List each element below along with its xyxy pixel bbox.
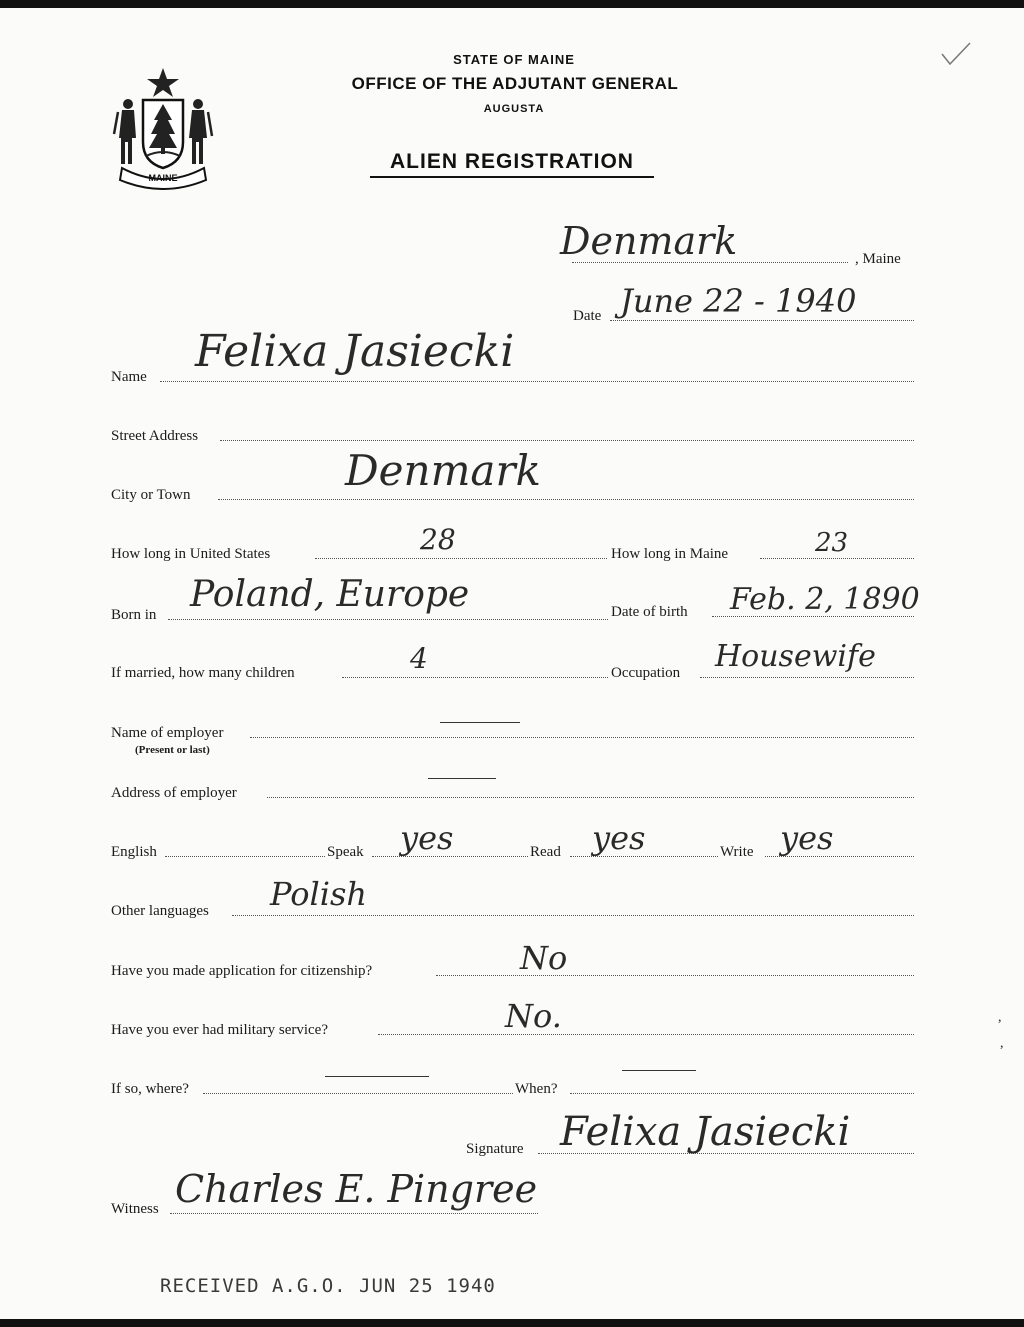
dob-label: Date of birth <box>611 604 688 620</box>
citizenship-entry: No <box>520 939 568 977</box>
military-line <box>378 1034 914 1035</box>
street-label: Street Address <box>111 428 199 444</box>
signature-label: Signature <box>466 1141 524 1157</box>
born-line <box>168 619 608 620</box>
city-heading: AUGUSTA <box>483 103 545 115</box>
form-title: ALIEN REGISTRATION <box>370 150 654 178</box>
born-label: Born in <box>111 607 157 623</box>
children-label: If married, how many children <box>111 665 295 681</box>
other-languages-label: Other languages <box>111 903 209 919</box>
speak-label: Speak <box>327 844 364 860</box>
name-label: Name <box>111 369 147 385</box>
checkmark-icon <box>938 40 974 70</box>
signature-entry: Felixa Jasiecki <box>560 1109 851 1155</box>
city-entry: Denmark <box>345 446 541 495</box>
years-maine-line <box>760 558 914 559</box>
born-entry: Poland, Europe <box>190 574 470 615</box>
bottom-scan-border <box>0 1319 1024 1327</box>
town-entry: Denmark <box>560 219 738 263</box>
when-label: When? <box>515 1081 558 1097</box>
edge-mark-2: , <box>1000 1036 1004 1051</box>
military-label: Have you ever had military service? <box>111 1022 328 1038</box>
years-us-line <box>315 558 607 559</box>
street-line <box>220 440 914 441</box>
where-dash <box>325 1076 429 1077</box>
years-maine-entry: 23 <box>815 528 849 558</box>
write-entry: yes <box>780 819 834 857</box>
state-heading: STATE OF MAINE <box>453 52 575 67</box>
children-line <box>342 677 608 678</box>
employer-sub-label: (Present or last) <box>135 744 210 756</box>
military-entry: No. <box>505 997 562 1035</box>
received-stamp: RECEIVED A.G.O. JUN 25 1940 <box>160 1275 496 1297</box>
read-label: Read <box>530 844 561 860</box>
children-entry: 4 <box>410 642 428 675</box>
years-maine-label: How long in Maine <box>611 546 729 562</box>
english-label: English <box>111 844 157 860</box>
top-scan-border <box>0 0 1024 8</box>
date-line <box>610 320 914 321</box>
witness-label: Witness <box>111 1201 159 1217</box>
other-languages-line <box>232 915 914 916</box>
occupation-line <box>700 677 914 678</box>
employer-dash <box>440 722 520 723</box>
name-line <box>160 381 914 382</box>
employer-address-label: Address of employer <box>111 785 237 801</box>
date-entry: June 22 - 1940 <box>620 282 857 320</box>
office-heading: OFFICE OF THE ADJUTANT GENERAL <box>351 74 679 93</box>
years-us-label: How long in United States <box>111 546 271 562</box>
name-entry: Felixa Jasiecki <box>195 326 515 377</box>
edge-mark-1: , <box>998 1010 1002 1025</box>
witness-line <box>170 1213 538 1214</box>
dob-entry: Feb. 2, 1890 <box>730 582 920 617</box>
citizenship-line <box>436 975 914 976</box>
read-entry: yes <box>592 819 646 857</box>
city-line <box>218 499 914 500</box>
maine-seal-icon <box>108 64 218 190</box>
where-line <box>203 1093 513 1094</box>
speak-entry: yes <box>400 819 454 857</box>
when-dash <box>622 1070 696 1071</box>
date-label: Date <box>573 308 602 324</box>
citizenship-label: Have you made application for citizenship? <box>111 963 373 979</box>
where-label: If so, where? <box>111 1081 189 1097</box>
employer-address-line <box>267 797 914 798</box>
maine-suffix-label: , Maine <box>855 251 901 267</box>
city-label: City or Town <box>111 487 191 503</box>
english-line <box>165 856 325 857</box>
when-line <box>570 1093 914 1094</box>
years-us-entry: 28 <box>420 523 456 556</box>
other-languages-entry: Polish <box>270 875 367 913</box>
occupation-label: Occupation <box>611 665 681 681</box>
witness-entry: Charles E. Pingree <box>175 1167 538 1211</box>
employer-address-dash <box>428 778 496 779</box>
write-label: Write <box>720 844 754 860</box>
employer-line <box>250 737 914 738</box>
occupation-entry: Housewife <box>715 639 876 674</box>
employer-label: Name of employer <box>111 725 224 741</box>
svg-text:MAINE: MAINE <box>148 173 178 183</box>
